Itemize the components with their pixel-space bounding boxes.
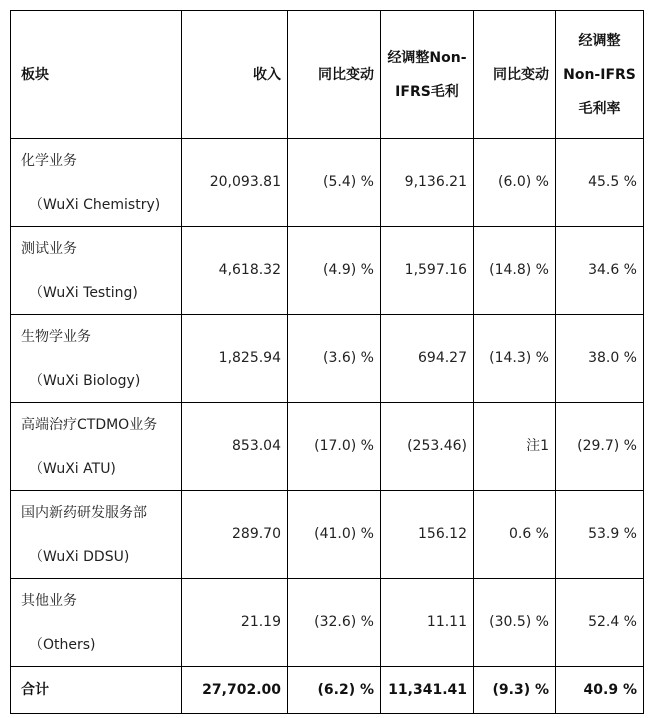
segment-name-cn: 化学业务 xyxy=(21,152,77,169)
total-row xyxy=(11,667,644,714)
adjusted-gross-profit-cell: 156.12 xyxy=(381,491,474,579)
adjusted-gross-margin-cell: 45.5 % xyxy=(556,139,644,227)
yoy-revenue-cell: (41.0) % xyxy=(288,491,381,579)
adjusted-gross-profit-cell: 694.27 xyxy=(381,315,474,403)
yoy-revenue-cell: (17.0) % xyxy=(288,403,381,491)
yoy-revenue-cell: (3.6) % xyxy=(288,315,381,403)
yoy-gross-profit-cell: (14.8) % xyxy=(474,227,556,315)
adjusted-gross-margin-cell: 38.0 % xyxy=(556,315,644,403)
header-adjusted-gross-margin-line2: Non-IFRS xyxy=(563,66,636,83)
adjusted-gross-profit-cell: 1,597.16 xyxy=(381,227,474,315)
header-adjusted-gross-margin-line1: 经调整 xyxy=(578,32,621,49)
total-yoy-gross-profit: (9.3) % xyxy=(474,667,556,714)
yoy-gross-profit-cell: 0.6 % xyxy=(474,491,556,579)
segment-cell xyxy=(11,227,182,315)
segment-cell xyxy=(11,315,182,403)
table-row xyxy=(11,579,644,667)
segment-name-en: （WuXi Testing) xyxy=(29,284,138,301)
table-row xyxy=(11,139,644,227)
table-row xyxy=(11,227,644,315)
adjusted-gross-margin-cell: 52.4 % xyxy=(556,579,644,667)
segment-financials-table xyxy=(10,10,644,714)
adjusted-gross-profit-cell: (253.46) xyxy=(381,403,474,491)
segment-cell xyxy=(11,491,182,579)
segment-name-cn: 测试业务 xyxy=(21,240,77,257)
segment-name-en: （WuXi Chemistry) xyxy=(29,196,161,213)
adjusted-gross-profit-cell: 11.11 xyxy=(381,579,474,667)
revenue-cell: 21.19 xyxy=(182,579,288,667)
segment-name-cn: 高端治疗CTDMO业务 xyxy=(21,416,158,433)
table-row xyxy=(11,315,644,403)
revenue-cell: 20,093.81 xyxy=(182,139,288,227)
segment-cell xyxy=(11,579,182,667)
yoy-gross-profit-cell: (30.5) % xyxy=(474,579,556,667)
segment-name-en: （WuXi ATU) xyxy=(29,460,116,477)
total-yoy-revenue: (6.2) % xyxy=(288,667,381,714)
segment-cell xyxy=(11,139,182,227)
total-revenue: 27,702.00 xyxy=(182,667,288,714)
yoy-revenue-cell: (32.6) % xyxy=(288,579,381,667)
total-label: 合计 xyxy=(11,667,182,714)
yoy-gross-profit-cell: (14.3) % xyxy=(474,315,556,403)
header-adjusted-gross-margin-line3: 毛利率 xyxy=(578,100,621,117)
table-row xyxy=(11,491,644,579)
total-adjusted-gross-profit: 11,341.41 xyxy=(381,667,474,714)
segment-cell xyxy=(11,403,182,491)
revenue-cell: 1,825.94 xyxy=(182,315,288,403)
table-row xyxy=(11,403,644,491)
header-adjusted-gross-margin xyxy=(556,11,644,139)
yoy-revenue-cell: (5.4) % xyxy=(288,139,381,227)
adjusted-gross-margin-cell: (29.7) % xyxy=(556,403,644,491)
yoy-gross-profit-cell: (6.0) % xyxy=(474,139,556,227)
segment-name-cn: 其他业务 xyxy=(21,592,77,609)
header-yoy-revenue: 同比变动 xyxy=(288,11,381,139)
header-adjusted-gross-profit-line1: 经调整Non- xyxy=(387,49,467,66)
header-segment: 板块 xyxy=(11,11,182,139)
revenue-cell: 4,618.32 xyxy=(182,227,288,315)
segment-name-en: （Others) xyxy=(29,636,96,653)
adjusted-gross-margin-cell: 34.6 % xyxy=(556,227,644,315)
header-row xyxy=(11,11,644,139)
segment-name-cn: 生物学业务 xyxy=(21,328,91,345)
yoy-revenue-cell: (4.9) % xyxy=(288,227,381,315)
yoy-gross-profit-cell: 注1 xyxy=(474,403,556,491)
revenue-cell: 853.04 xyxy=(182,403,288,491)
revenue-cell: 289.70 xyxy=(182,491,288,579)
total-adjusted-gross-margin: 40.9 % xyxy=(556,667,644,714)
segment-name-cn: 国内新药研发服务部 xyxy=(21,504,147,521)
segment-name-en: （WuXi Biology) xyxy=(29,372,141,389)
header-yoy-gross-profit: 同比变动 xyxy=(474,11,556,139)
adjusted-gross-margin-cell: 53.9 % xyxy=(556,491,644,579)
segment-name-en: （WuXi DDSU) xyxy=(29,548,130,565)
header-revenue: 收入 xyxy=(182,11,288,139)
adjusted-gross-profit-cell: 9,136.21 xyxy=(381,139,474,227)
header-adjusted-gross-profit xyxy=(381,11,474,139)
header-adjusted-gross-profit-line2: IFRS毛利 xyxy=(395,83,459,100)
